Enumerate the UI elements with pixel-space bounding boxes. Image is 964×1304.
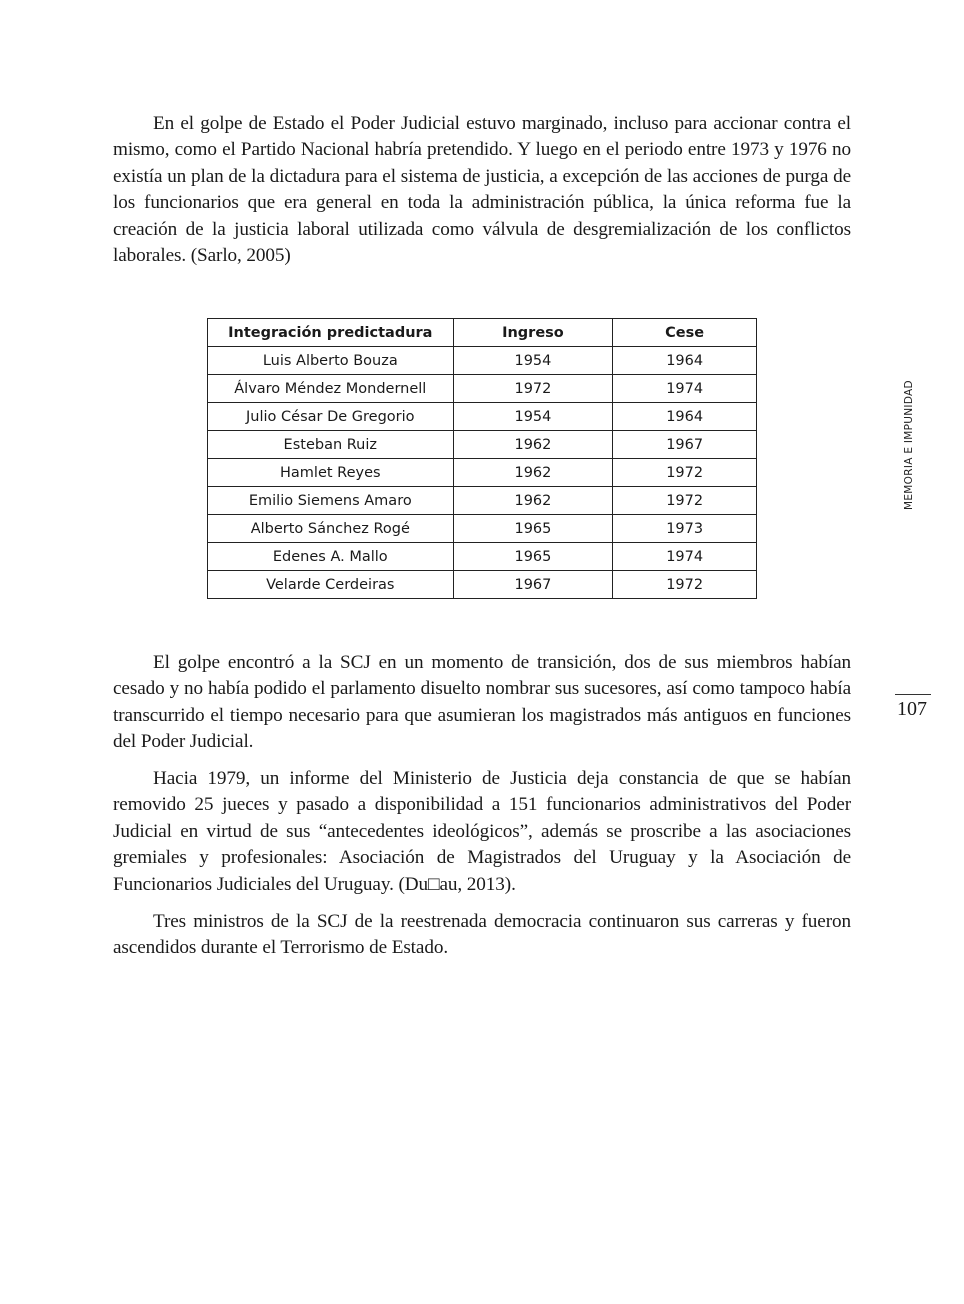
cell-name: Edenes A. Mallo bbox=[208, 543, 454, 571]
table-row bbox=[208, 375, 757, 403]
cell-name: Luis Alberto Bouza bbox=[208, 347, 454, 375]
paragraph-tres-ministros: Tres ministros de la SCJ de la reestrenada democracia continuaron sus carreras y fueron ascendidos durante el Terrorismo de Estado. bbox=[113, 911, 851, 959]
cell-ingreso: 1962 bbox=[453, 431, 613, 459]
cell-name: Julio César De Gregorio bbox=[208, 403, 454, 431]
header-ingreso: Ingreso bbox=[453, 319, 613, 347]
cell-name: Hamlet Reyes bbox=[208, 459, 454, 487]
cell-cese: 1972 bbox=[613, 459, 757, 487]
cell-cese: 1972 bbox=[613, 487, 757, 515]
cell-name: Alberto Sánchez Rogé bbox=[208, 515, 454, 543]
cell-name: Emilio Siemens Amaro bbox=[208, 487, 454, 515]
paragraph-golpe-poder-judicial: En el golpe de Estado el Poder Judicial estuvo marginado, incluso para accionar contra el mismo, como el Partido Nacional habría pretendido. Y luego en el periodo entre 1973 y 1976 no existía un plan de la dictadura para el sistema de justicia, a excepción de las acciones de purga de los funcionarios que era general en toda la administración pública, la única reforma fue la creación de la justicia laboral utilizada como válvula de desgremialización de los conflictos laborales. (Sarlo, 2005) bbox=[113, 113, 851, 267]
cell-ingreso: 1954 bbox=[453, 347, 613, 375]
table-header-row bbox=[208, 319, 757, 347]
page-number: 107 bbox=[897, 698, 927, 720]
cell-cese: 1973 bbox=[613, 515, 757, 543]
cell-ingreso: 1965 bbox=[453, 543, 613, 571]
table-row bbox=[208, 487, 757, 515]
table-row bbox=[208, 571, 757, 599]
cell-cese: 1974 bbox=[613, 375, 757, 403]
table-row bbox=[208, 431, 757, 459]
cell-ingreso: 1967 bbox=[453, 571, 613, 599]
integration-table bbox=[207, 318, 757, 599]
paragraph-golpe-scj-transicion: El golpe encontró a la SCJ en un momento de transición, dos de sus miembros habían cesado y no había podido el parlamento disuelto nombrar sus sucesores, así como tampoco había transcurrido el tiempo necesario para que asumieran los magistrados más antiguos en funciones del Poder Judicial. bbox=[113, 652, 851, 753]
table-row bbox=[208, 515, 757, 543]
cell-ingreso: 1965 bbox=[453, 515, 613, 543]
cell-cese: 1964 bbox=[613, 347, 757, 375]
cell-ingreso: 1954 bbox=[453, 403, 613, 431]
header-cese: Cese bbox=[613, 319, 757, 347]
cell-cese: 1972 bbox=[613, 571, 757, 599]
page-number-rule bbox=[895, 694, 931, 695]
cell-name: Álvaro Méndez Mondernell bbox=[208, 375, 454, 403]
cell-cese: 1964 bbox=[613, 403, 757, 431]
cell-ingreso: 1962 bbox=[453, 487, 613, 515]
cell-cese: 1974 bbox=[613, 543, 757, 571]
table-row bbox=[208, 403, 757, 431]
cell-cese: 1967 bbox=[613, 431, 757, 459]
cell-ingreso: 1972 bbox=[453, 375, 613, 403]
cell-name: Velarde Cerdeiras bbox=[208, 571, 454, 599]
running-side-title: MEMORIA E IMPUNIDAD bbox=[903, 380, 915, 510]
header-integracion: Integración predictadura bbox=[208, 319, 454, 347]
cell-ingreso: 1962 bbox=[453, 459, 613, 487]
table-row bbox=[208, 347, 757, 375]
cell-name: Esteban Ruiz bbox=[208, 431, 454, 459]
table-row bbox=[208, 543, 757, 571]
paragraph-informe-1979: Hacia 1979, un informe del Ministerio de Justicia deja constancia de que se habían removido 25 jueces y pasado a disponibilidad a 151 funcionarios administrativos del Poder Judicial en virtud de sus “antecedentes ideológicos”, además se proscribe a las asociaciones gremiales y profesionales: Asociación de Magistrados del Uruguay y la Asociación de Funcionarios Judiciales del Uruguay. (Du□au, 2013). bbox=[113, 768, 851, 895]
table-row bbox=[208, 459, 757, 487]
